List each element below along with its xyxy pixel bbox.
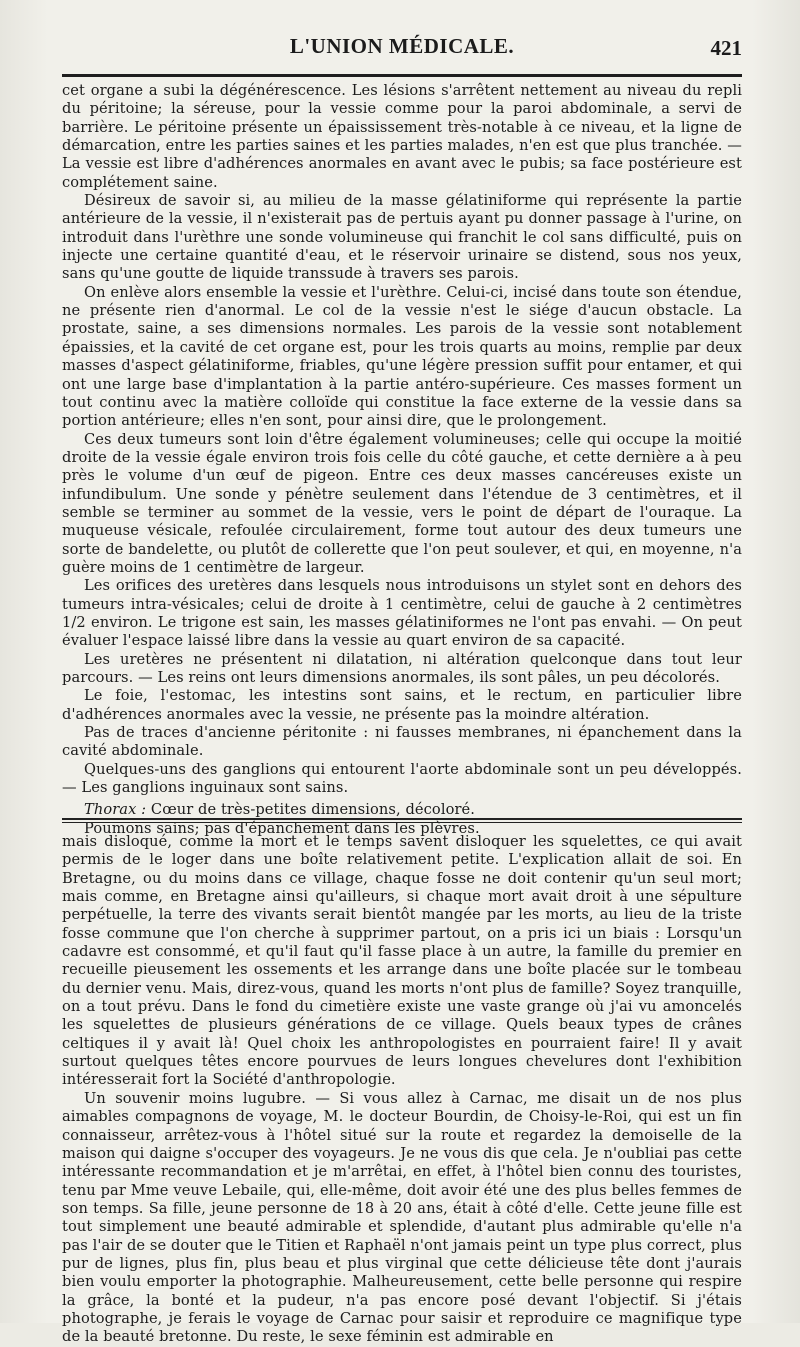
article-paragraph: Désireux de savoir si, au milieu de la masse gélatiniforme qui représente la partie antérieure de la vessie, il n'existerait pas de pertuis ayant pu donner passage à l'urine, on introduit dans l'urèthre une sonde volumineuse qui franchit le col sans difficulté, puis on injecte une certaine quantité d'eau, et le réservoir urinaire se distend, sous nos yeux, sans qu'une goutte de liquide transsude à travers ses parois.: [62, 192, 742, 283]
article-paragraph: Ces deux tumeurs sont loin d'être également volumineuses; celle qui occupe la moitié droite de la vessie égale environ trois fois celle du côté gauche, et cette dernière a à peu près le volume d'un œuf de pigeon. Entre ces deux masses cancéreuses existe un infundibulum. Une sonde y pénètre seulement dans l'étendue de 3 centimètres, et il semble se terminer au sommet de la vessie, vers le point de départ de l'ouraque. La muqueuse vésicale, refoulée circulairement, forme tout autour des deux tumeurs une sorte de bandelette, ou plutôt de collerette que l'on peut soulever, et qui, en moyenne, n'a guère moins de 1 centimètre de largeur.: [62, 430, 742, 576]
article-paragraph: Pas de traces d'ancienne péritonite : ni fausses membranes, ni épanchement dans la cavité abdominale.: [62, 724, 742, 760]
header-rule: [62, 74, 742, 77]
page-number: 421: [710, 36, 742, 60]
thorax-paragraph: [62, 801, 742, 819]
feuilleton-paragraph: mais disloqué, comme la mort et le temps savent disloquer les squelettes, ce qui avait permis de le loger dans une boîte relativement petite. L'explication allait de soi. En Bretagne, ou du moins dans ce village, chaque fosse ne doit contenir qu'un seul mort; mais comme, en Bretagne ainsi qu'ailleurs, si chaque mort avait droit à une sépulture perpétuelle, la terre des vivants serait bientôt mangée par les morts, au lieu de la triste fosse commune que l'on cherche à supprimer partout, on a pris ici un biais : Lorsqu'un cadavre est consommé, et qu'il faut qu'il fasse place à un autre, la famille du premier en recueille pieusement les ossements et les arrange dans une boîte placée sur le tombeau du dernier venu. Mais, direz-vous, quand les morts n'ont plus de famille? Soyez tranquille, on a tout prévu. Dans le fond du cimetière existe une vaste grange où j'ai vu amoncelés les squelettes de plusieurs générations de ce village. Quels beaux types de crânes celtiques il y avait là! Quel choix les anthropologistes en pourraient faire! Il y avait surtout quelques têtes encore pourvues de leurs longues chevelures dont l'exhibition intéresserait fort la Société d'anthropologie.: [62, 833, 742, 1089]
article-paragraph: Les uretères ne présentent ni dilatation, ni altération quelconque dans tout leur parcours. — Les reins ont leurs dimensions anormales, ils sont pâles, un peu décolorés.: [62, 650, 742, 686]
thorax-text: Cœur de très-petites dimensions, décoloré.: [146, 801, 476, 819]
feuilleton-separator: [62, 818, 742, 823]
article-paragraph: Quelques-uns des ganglions qui entourent l'aorte abdominale sont un peu développés. — Les ganglions inguinaux sont sains.: [62, 760, 742, 797]
journal-title: L'UNION MÉDICALE.: [289, 34, 515, 58]
article-paragraph: cet organe a subi la dégénérescence. Les lésions s'arrêtent nettement au niveau du repli du péritoine; la séreuse, pour la vessie comme pour la paroi abdominale, a servi de barrière. Le péritoine présente un épaississement très-notable à ce niveau, et la ligne de démarcation, entre les parties saines et les parties malades, n'en est que plus tranchée. — La vessie est libre d'adhérences anormales en avant avec le pubis; sa face postérieure est complétement saine.: [62, 82, 742, 191]
article-body: [62, 82, 742, 838]
thorax-label: Thorax :: [84, 801, 147, 819]
feuilleton-paragraph: Un souvenir moins lugubre. — Si vous allez à Carnac, me disait un de nos plus aimables compagnons de voyage, M. le docteur Bourdin, de Choisy-le-Roi, qui est un fin connaisseur, arrêtez-vous à l'hôtel situé sur la route et regardez la demoiselle de la maison qui daigne s'occuper des voyageurs. Je ne vous dis que cela. Je n'oubliai pas cette intéressante recommandation et je m'arrêtai, en effet, à l'hôtel bien connu des touristes, tenu par Mme veuve Lebaile, qui, elle-même, doit avoir été une des plus belles femmes de son temps. Sa fille, jeune personne de 18 à 20 ans, était à côté d'elle. Cette jeune fille est tout simplement une beauté admirable et splendide, d'autant plus admirable qu'elle n'a pas l'air de se douter que le Titien et Raphaël n'ont jamais peint un type plus correct, plus pur de lignes, plus fin, plus beau et plus virginal que cette délicieuse tête dont j'aurais bien voulu emporter la photographie. Malheureusement, cette belle personne qui respire la grâce, la bonté et la pudeur, n'a pas encore posé devant l'objectif. Si j'étais photographe, je ferais le voyage de Carnac pour saisir et reproduire ce magnifique type de la beauté bretonne. Du reste, le sexe féminin est admirable en: [62, 1089, 742, 1346]
running-header: [62, 34, 742, 68]
feuilleton-body: [62, 833, 742, 1347]
article-paragraph: Le foie, l'estomac, les intestins sont sains, et le rectum, en particulier libre d'adhérences anormales avec la vessie, ne présente pas la moindre altération.: [62, 687, 742, 723]
article-paragraph: Les orifices des uretères dans lesquels nous introduisons un stylet sont en dehors des tumeurs intra-vésicales; celui de droite à 1 centimètre, celui de gauche à 2 centimètres 1/2 environ. Le trigone est sain, les masses gélatiniformes ne l'ont pas envahi. — On peut évaluer l'espace laissé libre dans la vessie au quart environ de sa capacité.: [62, 577, 742, 650]
lungs-paragraph: Poumons sains; pas d'épanchement dans les plèvres.: [84, 819, 480, 837]
article-paragraph: On enlève alors ensemble la vessie et l'urèthre. Celui-ci, incisé dans toute son étendue, ne présente rien d'anormal. Le col de la vessie n'est le siége d'aucun obstacle. La prostate, saine, a ses dimensions normales. Les parois de la vessie sont notablement épaissies, et la cavité de cet organe est, pour les trois quarts au moins, remplie par deux masses d'aspect gélatiniforme, friables, qu'une légère pression suffit pour entamer, et qui ont une large base d'implantation à la partie antéro-supérieure. Ces masses forment un tout continu avec la matière colloïde qui constitue la face externe de la vessie dans sa portion antérieure; elles n'en sont, pour ainsi dire, que le prolongement.: [62, 283, 742, 430]
